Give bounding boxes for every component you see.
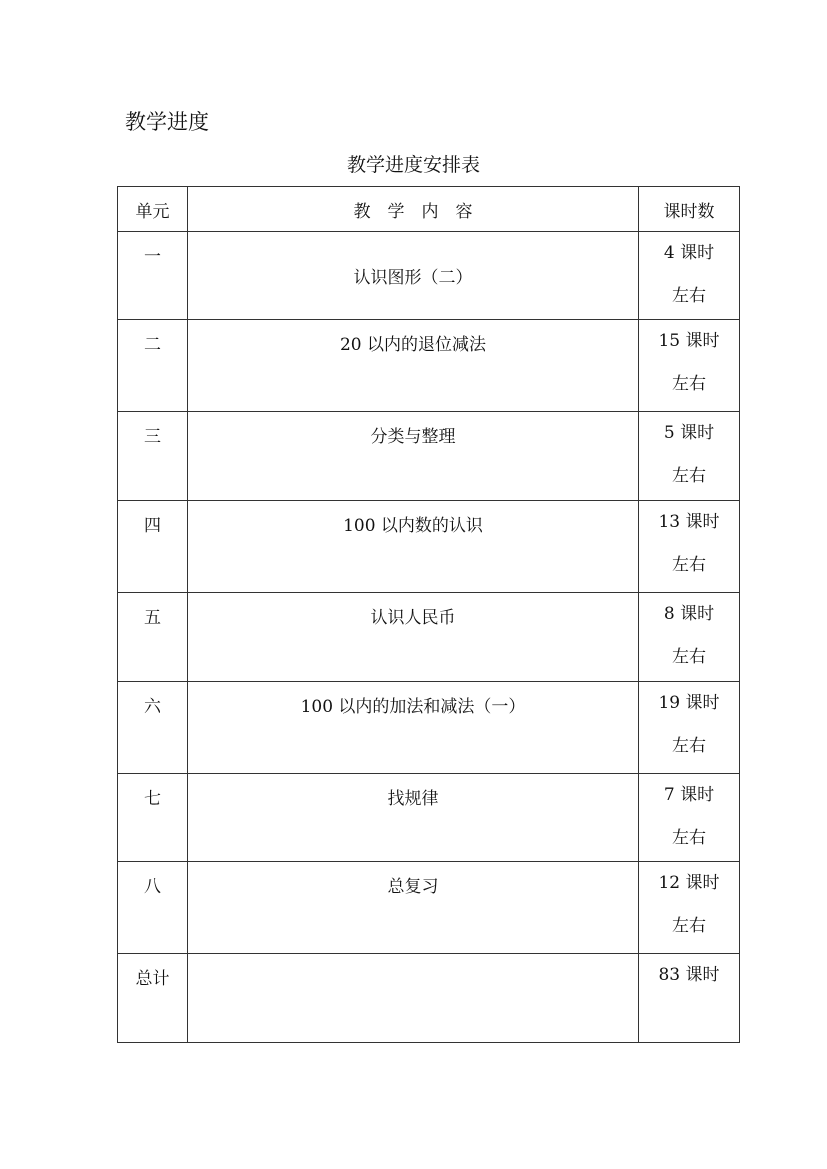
- hours-value: 12 课时: [658, 873, 720, 893]
- unit-cell: 五: [118, 593, 188, 682]
- hours-cell: [639, 320, 740, 412]
- hours-cell: [639, 682, 740, 774]
- content-cell: 20 以内的退位减法: [188, 320, 639, 412]
- hours-cell: [639, 862, 740, 954]
- table-row: [118, 682, 740, 774]
- hours-cell: [639, 593, 740, 682]
- hours-value: 8 课时: [663, 604, 715, 624]
- table-row: [118, 412, 740, 501]
- content-cell: 总复习: [188, 862, 639, 954]
- hours-approx: 左右: [672, 647, 706, 667]
- table-row: [118, 232, 740, 320]
- table-row: [118, 501, 740, 593]
- hours-approx: 左右: [672, 286, 706, 306]
- schedule-table: [117, 186, 740, 1043]
- table-row: [118, 774, 740, 862]
- unit-cell: 一: [118, 232, 188, 320]
- table-total-row: [118, 954, 740, 1043]
- content-cell: 认识人民币: [188, 593, 639, 682]
- table-row: [118, 320, 740, 412]
- hours-approx: 左右: [672, 828, 706, 848]
- table-caption: 教学进度安排表: [346, 154, 480, 176]
- total-hours-value: 83 课时: [658, 965, 720, 985]
- content-cell: 分类与整理: [188, 412, 639, 501]
- table-row: [118, 593, 740, 682]
- hours-approx: 左右: [672, 736, 706, 756]
- hours-value: 19 课时: [658, 693, 720, 713]
- hours-value: 7 课时: [663, 785, 715, 805]
- hours-value: 5 课时: [663, 423, 715, 443]
- header-content: [188, 187, 639, 232]
- hours-value: 15 课时: [658, 331, 720, 351]
- content-cell: 找规律: [188, 774, 639, 862]
- total-hours-cell: [639, 954, 740, 1043]
- unit-cell: 四: [118, 501, 188, 593]
- hours-approx: 左右: [672, 916, 706, 936]
- total-label-cell: 总计: [118, 954, 188, 1043]
- hours-approx: 左右: [672, 466, 706, 486]
- page-heading: 教学进度: [125, 110, 209, 134]
- unit-cell: 六: [118, 682, 188, 774]
- hours-cell: [639, 501, 740, 593]
- unit-cell: 七: [118, 774, 188, 862]
- content-cell: 认识图形（二）: [188, 232, 639, 320]
- table-header-row: [118, 187, 740, 232]
- total-content-cell: [188, 954, 639, 1043]
- hours-cell: [639, 232, 740, 320]
- table-row: [118, 862, 740, 954]
- header-unit: 单元: [118, 187, 188, 232]
- header-content-label: 教学内容: [353, 201, 490, 222]
- hours-approx: 左右: [672, 374, 706, 394]
- header-hours: 课时数: [639, 187, 740, 232]
- content-cell: 100 以内的加法和减法（一）: [188, 682, 639, 774]
- content-cell: 100 以内数的认识: [188, 501, 639, 593]
- unit-cell: 三: [118, 412, 188, 501]
- hours-approx: 左右: [672, 555, 706, 575]
- hours-cell: [639, 412, 740, 501]
- unit-cell: 二: [118, 320, 188, 412]
- hours-value: 4 课时: [663, 243, 715, 263]
- unit-cell: 八: [118, 862, 188, 954]
- hours-cell: [639, 774, 740, 862]
- hours-value: 13 课时: [658, 512, 720, 532]
